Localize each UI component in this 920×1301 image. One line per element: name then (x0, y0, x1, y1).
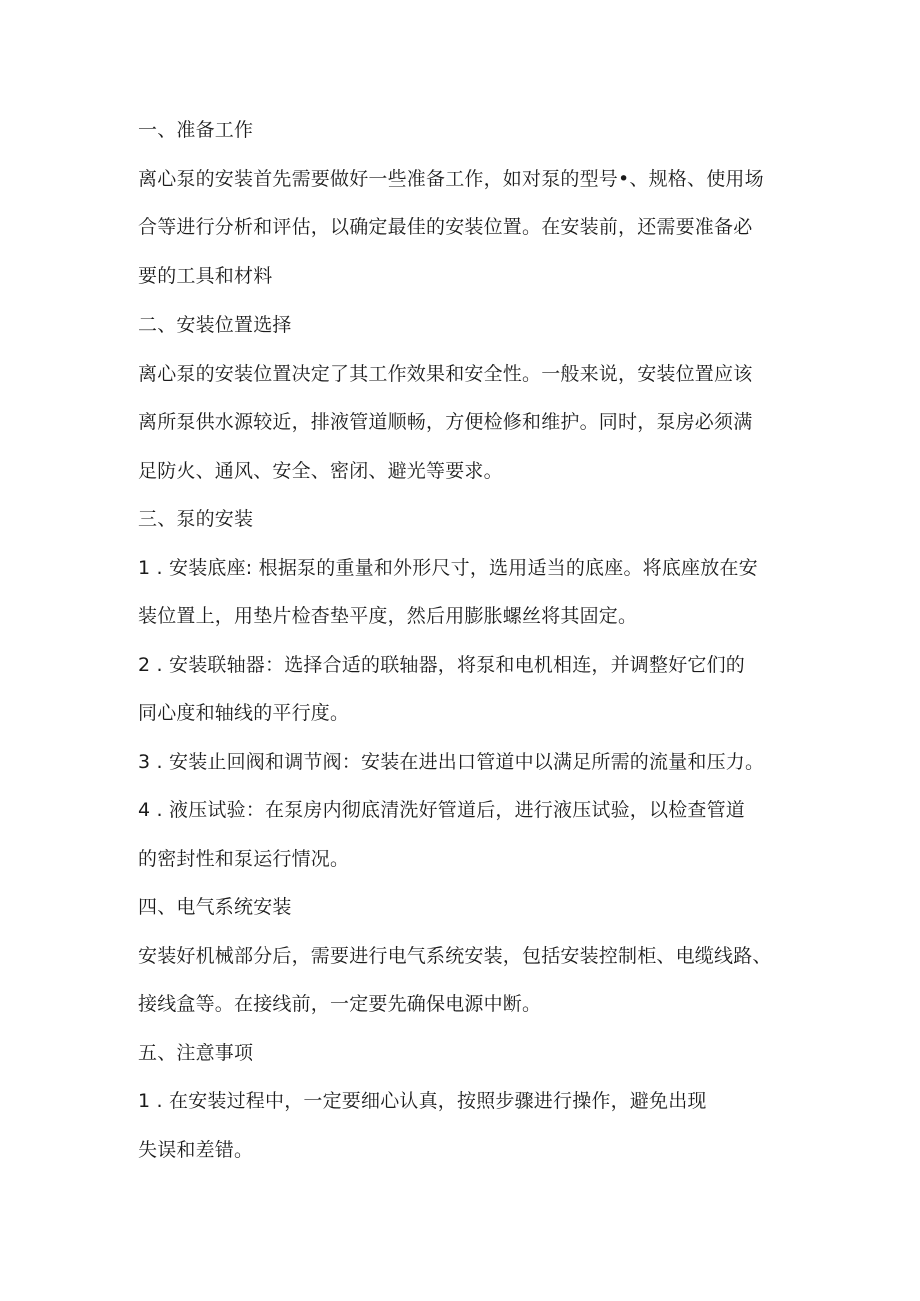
section-heading-electrical: 四、电气系统安装 (138, 896, 292, 918)
section-heading-location: 二、安装位置选择 (138, 314, 292, 336)
paragraph-line: 离所泵供水源较近，排液管道顺畅，方便检修和维护。同时，泵房必须满 (138, 411, 753, 433)
paragraph-line: 离心泵的安装位置决定了其工作效果和安全性。一般来说，安装位置应该 (138, 363, 753, 385)
list-item-line: 的密封性和泵运行情况。 (138, 848, 350, 870)
paragraph-line: 安装好机械部分后，需要进行电气系统安装，包括安装控制柜、电缆线路、 (138, 945, 772, 967)
list-item-line: 4 . 液压试验：在泵房内彻底清洗好管道后，进行液压试验，以检查管道 (138, 799, 746, 821)
paragraph-line: 足防火、通风、安全、密闭、避光等要求。 (138, 460, 503, 482)
list-item-line: 2 . 安装联轴器：选择合适的联轴器，将泵和电机相连，并调整好它们的 (138, 654, 746, 676)
list-item-line: 1 . 在安装过程中，一定要细心认真，按照步骤进行操作，避免出现 (138, 1090, 707, 1112)
list-item-line: 装位置上，用垫片检杳垫平度，然后用膨胀螺丝将其固定。 (138, 605, 638, 627)
paragraph-line: 接线盒等。在接线前，一定要先确保电源中断。 (138, 993, 542, 1015)
list-item-line: 同心度和轴线的平行度。 (138, 702, 350, 724)
paragraph-line: 离心泵的安装首先需要做好一些准备工作，如对泵的型号•、规格、使用场 (138, 168, 764, 190)
paragraph-line: 合等进行分析和评估，以确定最佳的安装位置。在安装前，还需要准备必 (138, 216, 753, 238)
list-item-line: 失误和差错。 (138, 1139, 254, 1161)
section-heading-notes: 五、注意事项 (138, 1042, 254, 1064)
paragraph-line: 要的工具和材料 (138, 265, 273, 287)
list-item-line: 1 . 安装底座: 根据泵的重量和外形尺寸，选用适当的底座。将底座放在安 (138, 557, 758, 579)
section-heading-installation: 三、泵的安装 (138, 508, 254, 530)
list-item-line: 3 . 安装止回阀和调节阀：安装在进出口管道中以满足所需的流量和压力。 (138, 751, 765, 773)
section-heading-preparation: 一、准备工作 (138, 119, 254, 141)
